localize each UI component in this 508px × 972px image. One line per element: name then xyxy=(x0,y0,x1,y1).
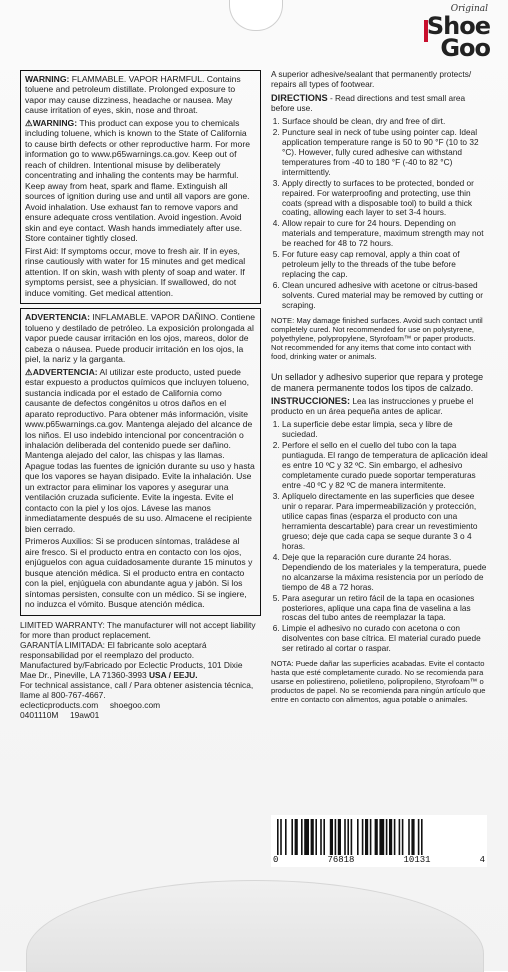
barcode-bar xyxy=(277,819,279,855)
barcode-bar xyxy=(315,819,317,855)
barcode-bar xyxy=(370,819,372,855)
barcode-digit-group: 76818 xyxy=(327,855,355,865)
barcode-bar xyxy=(320,819,322,855)
barcode-bar xyxy=(421,819,423,855)
list-item: 3. Aplíquelo directamente en las superficies que desee unir o reparar. Para impermeabilización y protección, utilice capas finas (esparza el producto con una herramienta descartable) para crear un revestimiento grueso; deje que cada capa se seque durante 3 o 4 horas. xyxy=(282,492,489,552)
directions-en-steps xyxy=(271,117,489,311)
barcode-bar xyxy=(295,819,298,855)
list-item: 4. Deje que la reparación cure durante 24 horas. Dependiendo de los materiales y la temperatura, puede no alcanzarse la máxima resistencia por un período de tiempo de 48 a 72 horas. xyxy=(282,553,489,593)
barcode-digit-group: 0 xyxy=(273,855,279,865)
barcode-bar xyxy=(330,819,333,855)
list-item: 2. Puncture seal in neck of tube using pointer cap. Ideal application temperature range is 50 to 90 °F (10 to 32 °C). However, fully cured adhesive can withstand temperatures from -40 to 180 °F (-40 to 82 °C) intermittently. xyxy=(282,128,489,178)
barcode-digits xyxy=(271,855,487,865)
directions-en-header: DIRECTIONS - Read directions and test small area before use. xyxy=(271,92,466,113)
upc-barcode xyxy=(271,815,487,867)
barcode-bar xyxy=(402,819,404,855)
warning-box-spanish xyxy=(20,308,261,616)
barcode-bar xyxy=(323,819,325,855)
list-item: 6. Limpie el adhesivo no curado con acetona o con disolventes con base cítrica. El material curado puede ser retirado al cortar o raspar. xyxy=(282,624,489,654)
directions-es-steps xyxy=(271,420,489,654)
barcode-bar xyxy=(335,819,337,855)
warning-es-prop65: ⚠ADVERTENCIA: Al utilizar este producto, usted puede estar expuesto a productos químicos que incluyen tolueno, sustancia indicada por el estado de California como causante de defectos congénitos u otros daños en el aparato reproductivo. Para obtener más información, visite www.p65warnings.ca.gov. Mantenga alejado del alcance de los niños. El uso indebido intencional por concentración o inhalación deliberada del contenido puede ser dañino. Mantenga alejado del calor, las chispas y las llamas. Apague todas las fuentes de ignición durante su uso y hasta que los vapores se hayan disipado. Evite la inhalación. Use un extractor para eliminar los vapores y asegurar una ventilación cruzada suficiente. Evite la ingesta. Evite el contacto con la piel y los ojos. Lávese las manos inmediatamente después de su uso. Almacene el recipiente bien cerrado. xyxy=(25,366,255,534)
list-item: 5. For future easy cap removal, apply a thin coat of petroleum jelly to the threads of the tube before replacing the cap. xyxy=(282,250,489,280)
tech-assistance: For technical assistance, call / Para obtener asistencia técnica, llame al 800-767-4667. xyxy=(20,680,254,701)
warranty-en: LIMITED WARRANTY: The manufacturer will not accept liability for more than product replacement. xyxy=(20,619,256,640)
footer-info xyxy=(20,620,261,721)
logo-line-2: Goo xyxy=(440,34,490,62)
barcode-bar xyxy=(311,819,314,855)
barcode-bar xyxy=(351,819,353,855)
barcode-bar xyxy=(386,819,388,855)
barcode-bar xyxy=(379,819,384,855)
barcode-digit-group: 4 xyxy=(479,855,485,865)
intro-es: Un sellador y adhesivo superior que repara y protege de manera permanente todos los tipos de calzado. xyxy=(271,371,484,393)
note-es: NOTA: Puede dañar las superficies acabadas. Evite el contacto hasta que esté completamente curado. No se recomienda para usarse en poliestireno, polietileno, polipropileno, Styrofoam™ o productos de papel. No se recomienda para ningún artículo que entre en contacto con alimentos, agua potable o animales. xyxy=(271,659,486,705)
barcode-bar xyxy=(338,819,341,855)
hang-tab xyxy=(229,0,283,31)
intro-en: A superior adhesive/sealant that permanently protects/ repairs all types of footwear. xyxy=(271,69,472,89)
warranty-es: GARANTÍA LIMITADA: El fabricante solo aceptará responsabilidad por el reemplazo del producto. xyxy=(20,639,207,660)
barcode-bar xyxy=(347,819,349,855)
barcode-bar xyxy=(357,819,359,855)
shoe-goo-logo xyxy=(412,4,494,64)
barcode-bar xyxy=(362,819,364,855)
websites: eclecticproducts.com shoegoo.com xyxy=(20,700,161,711)
lot-code: 0401110M 19aw01 xyxy=(20,710,100,721)
barcode-bar xyxy=(411,819,414,855)
barcode-digit-group: 10131 xyxy=(403,855,431,865)
barcode-bar xyxy=(375,819,378,855)
list-item: 4. Allow repair to cure for 24 hours. Depending on materials and temperature, maximum strength may not be reached for 48 to 72 hours. xyxy=(282,219,489,249)
warning-en-prop65: ⚠WARNING: This product can expose you to chemicals including toluene, which is known to the State of California to cause birth defects or other reproductive harm. For more information go to www.p65warnings.ca.gov. Keep out of reach of children. Intentional misuse by deliberately concentrating and inhaling the contents may be harmful. Keep away from heat, spark and flame. Extinguish all sources of ignition during use and until all vapors are gone. Avoid inhalation. Use exhaust fan to remove vapors and ensure adequate cross ventilation. Avoid ingestion. Avoid skin and eye contact. Wash hands immediately after use. Store container tightly closed. xyxy=(25,117,250,244)
warnings-column xyxy=(20,70,261,721)
list-item: 2. Perfore el sello en el cuello del tubo con la tapa puntiaguda. El rango de temperatura de aplicación ideal es entre 10 ºC y 32 ºC. Sin embargo, el adhesivo completamente curado puede soportar temperaturas entre -40 ºC y 82 ºC de manera intermitente. xyxy=(282,441,489,491)
directions-column xyxy=(271,70,489,708)
barcode-bar xyxy=(394,819,396,855)
list-item: 3. Apply directly to surfaces to be protected, bonded or repaired. For waterproofing and protecting, use thin coats (spread with a disposable tool) to build a thick coating, allowing each layer to set 3-4 hours. xyxy=(282,179,489,219)
blister-tray-bottom xyxy=(26,880,484,972)
warning-box-english xyxy=(20,70,261,304)
warning-en-flammable: WARNING: FLAMMABLE. VAPOR HARMFUL. Contains toluene and petroleum distillate. Prolonged exposure to vapor may cause dizziness, headache or nausea. May cause irritation of eyes, skin, nose and throat. xyxy=(25,74,241,116)
list-item: 6. Clean uncured adhesive with acetone or citrus-based solvents. Cured material may be removed by cutting or scraping. xyxy=(282,281,489,311)
warning-es-first-aid: Primeros Auxilios: Si se producen síntomas, traládese al aire fresco. Si el producto entra en contacto con los ojos, enjúguelos con agua cuidadosamente durante 15 minutos y busque atención médica. Si el producto entra en contacto con la piel, enjúguela con abundante agua y jabón. Si los síntomas persisten, consulte con un médico. Si se ingiere, no induzca el vómito. Busque atención médica. xyxy=(25,536,253,610)
barcode-bar xyxy=(344,819,346,855)
barcode-bar xyxy=(301,819,303,855)
list-item: 1. Surface should be clean, dry and free of dirt. xyxy=(282,117,489,127)
barcode-bars xyxy=(277,819,481,855)
barcode-bar xyxy=(399,819,401,855)
manufacturer: Manufactured by/Fabricado por Eclectic Products, 101 Dixie Mae Dr., Pineville, LA 71360-3993 USA / EEJU. xyxy=(20,660,243,681)
logo-original: Original xyxy=(450,4,488,14)
logo-line-1: Shoe xyxy=(426,12,490,40)
note-en: NOTE: May damage finished surfaces. Avoid such contact until completely cured. Not recommended for use on polystyrene, polyethylene, polypropylene, Styrofoam™ or paper products. Not recommended for any items that come into contact with food, drinking water or animals. xyxy=(271,316,483,361)
barcode-bar xyxy=(418,819,420,855)
list-item: 1. La superficie debe estar limpia, seca y libre de suciedad. xyxy=(282,420,489,440)
warning-es-flammable: ADVERTENCIA: INFLAMABLE. VAPOR DAÑINO. Contiene tolueno y destilado de petróleo. La exposición prolongada al vapor puede causar irritación en los ojos, mareos, dolor de cabeza o náusea. Puede producir irritación en los ojos, la piel, la nariz y la garganta. xyxy=(25,312,256,365)
directions-es-header: INSTRUCCIONES: Lea las instrucciones y pruebe el producto en un área pequeña antes de aplicar. xyxy=(271,396,474,417)
warning-en-first-aid: First Aid: If symptoms occur, move to fresh air. If in eyes, rinse cautiously with water for 15 minutes and get medical attention. If on skin, wash with plenty of soap and water. If symptoms persist, see a physician. If swallowed, do not induce vomiting. Get medical attention. xyxy=(25,245,246,298)
barcode-bar xyxy=(304,819,309,855)
barcode-bar xyxy=(285,819,287,855)
barcode-bar xyxy=(291,819,293,855)
barcode-bar xyxy=(280,819,282,855)
barcode-bar xyxy=(389,819,392,855)
barcode-bar xyxy=(365,819,368,855)
list-item: 5. Para asegurar un retiro fácil de la tapa en ocasiones posteriores, aplique una capa fina de vaselina a las roscas del tubo antes de reemplazar la tapa. xyxy=(282,594,489,624)
barcode-bar xyxy=(408,819,410,855)
